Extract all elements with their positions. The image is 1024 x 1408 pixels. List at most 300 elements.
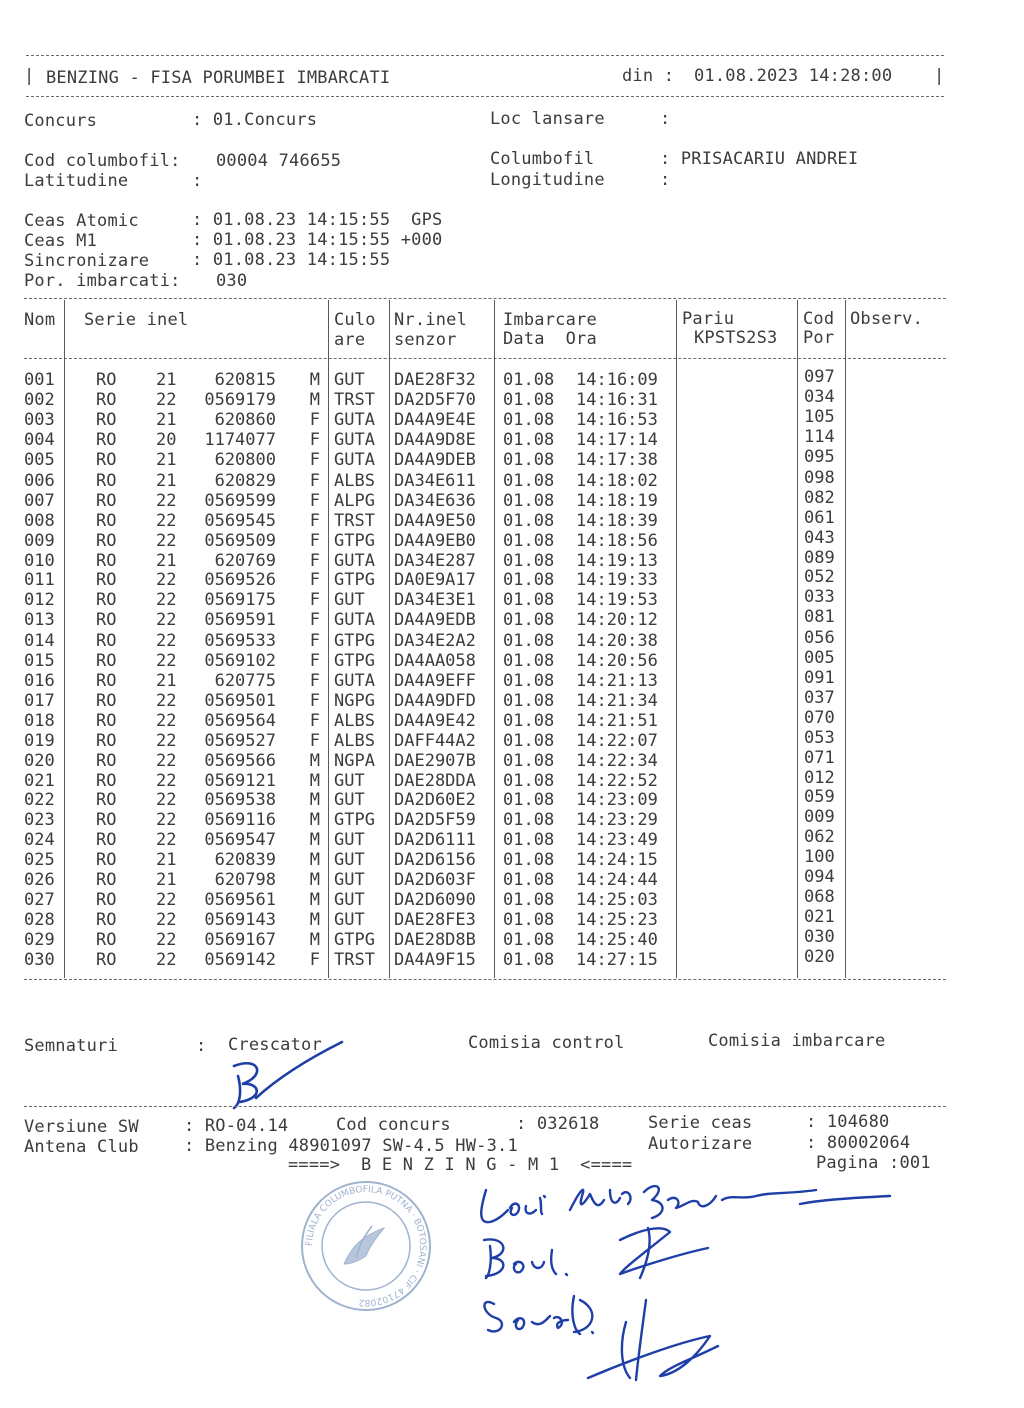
cell-cod: 012 bbox=[804, 768, 835, 789]
cell-ring: 0569527 bbox=[204, 731, 276, 752]
longitudine-value: : bbox=[660, 170, 671, 190]
cell-sex: F bbox=[309, 490, 320, 511]
table-row bbox=[24, 647, 854, 671]
cell-country: RO bbox=[96, 870, 117, 890]
cell-cod: 094 bbox=[804, 867, 835, 887]
cell-sex: F bbox=[309, 670, 320, 691]
cell-year: 22 bbox=[156, 570, 177, 591]
cell-sensor: DA34E2A2 bbox=[394, 630, 476, 651]
cell-time: 14:17:14 bbox=[576, 430, 658, 451]
table-row bbox=[24, 768, 854, 792]
sincronizare-label: Sincronizare bbox=[24, 251, 150, 271]
crescator-label: Crescator bbox=[228, 1035, 322, 1055]
cell-sensor: DA4A9EFF bbox=[394, 670, 476, 691]
cell-date: 01.08 bbox=[503, 771, 555, 792]
cell-sex: M bbox=[309, 771, 320, 792]
cell-date: 01.08 bbox=[503, 430, 555, 451]
cell-year: 22 bbox=[156, 809, 177, 830]
latitudine-value: : bbox=[192, 171, 203, 191]
cell-cod: 068 bbox=[804, 887, 835, 908]
doc-title: BENZING - FISA PORUMBEI IMBARCATI bbox=[46, 68, 391, 88]
cell-nom: 004 bbox=[24, 430, 55, 451]
cell-ring: 0569102 bbox=[204, 650, 276, 671]
cell-country: RO bbox=[96, 731, 117, 752]
cell-nom: 027 bbox=[24, 890, 55, 911]
cell-sex: F bbox=[309, 410, 320, 431]
cell-year: 22 bbox=[156, 390, 177, 411]
cell-nom: 012 bbox=[24, 590, 55, 611]
cell-time: 14:19:53 bbox=[576, 590, 658, 611]
cell-year: 22 bbox=[156, 731, 177, 752]
cell-country: RO bbox=[96, 551, 117, 572]
cell-year: 21 bbox=[156, 670, 177, 691]
cell-sex: M bbox=[309, 390, 320, 411]
cell-cod: 005 bbox=[804, 647, 835, 668]
cell-ring: 1174077 bbox=[204, 430, 276, 451]
header-date-label: din : bbox=[622, 66, 675, 86]
cell-year: 22 bbox=[156, 590, 177, 611]
table-row bbox=[24, 467, 854, 491]
table-row bbox=[24, 748, 854, 772]
cell-date: 01.08 bbox=[503, 731, 555, 752]
cell-nom: 008 bbox=[24, 510, 55, 531]
cell-date: 01.08 bbox=[503, 849, 555, 870]
cell-color: GUT bbox=[334, 789, 365, 810]
table-row bbox=[24, 387, 854, 411]
cell-date: 01.08 bbox=[503, 470, 555, 491]
semnaturi-colon: : bbox=[196, 1036, 207, 1056]
cod-columbofil-label: Cod columbofil: bbox=[24, 151, 181, 171]
cell-sensor: DA34E636 bbox=[394, 490, 476, 511]
cell-year: 22 bbox=[156, 510, 177, 531]
cell-nom: 022 bbox=[24, 789, 55, 810]
cod-concurs-value: : 032618 bbox=[516, 1114, 600, 1134]
cell-time: 14:16:09 bbox=[576, 370, 658, 390]
cell-year: 21 bbox=[156, 410, 177, 431]
cell-sensor: DA2D6090 bbox=[394, 890, 476, 911]
cell-ring: 620829 bbox=[214, 470, 276, 491]
th-imbarcare-1: Imbarcare bbox=[503, 310, 597, 330]
cell-color: ALBS bbox=[334, 731, 375, 752]
cell-country: RO bbox=[96, 930, 117, 951]
cell-country: RO bbox=[96, 890, 117, 911]
table-row bbox=[24, 846, 854, 870]
cell-country: RO bbox=[96, 390, 117, 411]
columbofil-label: Columbofil bbox=[490, 149, 595, 169]
cell-date: 01.08 bbox=[503, 670, 555, 691]
cell-nom: 026 bbox=[24, 870, 55, 890]
cell-year: 21 bbox=[156, 450, 177, 471]
th-serie-inel: Serie inel bbox=[84, 310, 189, 330]
cell-sex: F bbox=[309, 470, 320, 491]
cell-country: RO bbox=[96, 829, 117, 850]
cell-ring: 620800 bbox=[214, 450, 276, 471]
autorizare-value: : 80002064 bbox=[806, 1133, 911, 1153]
cell-cod: 056 bbox=[804, 627, 835, 648]
cell-sex: M bbox=[309, 870, 320, 890]
cell-sensor: DA4A9DFD bbox=[394, 690, 476, 711]
cell-sex: M bbox=[309, 849, 320, 870]
table-bottom-rule bbox=[24, 979, 946, 980]
cell-country: RO bbox=[96, 430, 117, 451]
cell-nom: 015 bbox=[24, 650, 55, 671]
cell-cod: 062 bbox=[804, 826, 835, 847]
cell-nom: 030 bbox=[24, 950, 55, 971]
comisia-imbarcare-label: Comisia imbarcare bbox=[708, 1031, 886, 1051]
cell-sensor: DA34E611 bbox=[394, 470, 476, 491]
cell-sensor: DA4A9EB0 bbox=[394, 530, 476, 551]
cell-color: GUTA bbox=[334, 551, 375, 572]
cell-date: 01.08 bbox=[503, 490, 555, 511]
cell-time: 14:18:39 bbox=[576, 510, 658, 531]
cell-color: GTPG bbox=[334, 630, 375, 651]
cell-nom: 028 bbox=[24, 910, 55, 931]
cell-country: RO bbox=[96, 470, 117, 491]
th-nrinel-1: Nr.inel bbox=[394, 310, 468, 330]
cell-color: GTPG bbox=[334, 570, 375, 591]
cell-color: GUT bbox=[334, 870, 365, 890]
cell-country: RO bbox=[96, 789, 117, 810]
cell-country: RO bbox=[96, 690, 117, 711]
cell-date: 01.08 bbox=[503, 650, 555, 671]
cell-color: TRST bbox=[334, 390, 375, 411]
cell-date: 01.08 bbox=[503, 690, 555, 711]
cell-sensor: DA4AA058 bbox=[394, 650, 476, 671]
cell-sensor: DA2D603F bbox=[394, 870, 476, 890]
table-row bbox=[24, 927, 854, 951]
cell-cod: 030 bbox=[804, 927, 835, 948]
cell-year: 22 bbox=[156, 930, 177, 951]
cell-cod: 059 bbox=[804, 786, 835, 807]
cell-date: 01.08 bbox=[503, 829, 555, 850]
cell-year: 22 bbox=[156, 630, 177, 651]
footer-rule bbox=[24, 1106, 946, 1107]
cell-color: ALBS bbox=[334, 711, 375, 732]
comisia-control-label: Comisia control bbox=[468, 1033, 625, 1053]
cell-year: 22 bbox=[156, 789, 177, 810]
cell-time: 14:25:23 bbox=[576, 910, 658, 931]
cell-sensor: DA4A9DEB bbox=[394, 450, 476, 471]
cell-country: RO bbox=[96, 370, 117, 390]
cell-color: GTPG bbox=[334, 650, 375, 671]
cell-sensor: DAE28DDA bbox=[394, 771, 476, 792]
cell-sex: F bbox=[309, 690, 320, 711]
cell-sex: F bbox=[309, 731, 320, 752]
cell-color: GUT bbox=[334, 590, 365, 611]
cell-color: GUT bbox=[334, 829, 365, 850]
cell-color: GUT bbox=[334, 910, 365, 931]
cell-nom: 009 bbox=[24, 530, 55, 551]
cell-ring: 620769 bbox=[214, 551, 276, 572]
cell-nom: 023 bbox=[24, 809, 55, 830]
cell-nom: 016 bbox=[24, 670, 55, 691]
cell-date: 01.08 bbox=[503, 751, 555, 772]
table-row bbox=[24, 507, 854, 531]
cell-sex: M bbox=[309, 890, 320, 911]
cell-year: 22 bbox=[156, 771, 177, 792]
cell-nom: 019 bbox=[24, 731, 55, 752]
serie-ceas-value: : 104680 bbox=[806, 1112, 890, 1132]
cell-sensor: DA4A9E4E bbox=[394, 410, 476, 431]
concurs-value: : 01.Concurs bbox=[192, 110, 318, 130]
cell-country: RO bbox=[96, 490, 117, 511]
cell-nom: 010 bbox=[24, 551, 55, 572]
cell-ring: 0569116 bbox=[204, 809, 276, 830]
th-observ: Observ. bbox=[850, 309, 924, 329]
cell-time: 14:25:03 bbox=[576, 890, 658, 911]
cell-year: 22 bbox=[156, 910, 177, 931]
cell-time: 14:16:53 bbox=[576, 410, 658, 431]
cell-year: 21 bbox=[156, 551, 177, 572]
cell-cod: 034 bbox=[804, 387, 835, 408]
benzing-banner: ====> B E N Z I N G - M 1 <==== bbox=[288, 1155, 633, 1175]
table-row bbox=[24, 548, 854, 572]
cell-year: 22 bbox=[156, 650, 177, 671]
cell-color: ALBS bbox=[334, 470, 375, 491]
table-row bbox=[24, 806, 854, 830]
cell-ring: 0569179 bbox=[204, 390, 276, 411]
cell-color: GUT bbox=[334, 771, 365, 792]
header-date-value: 01.08.2023 14:28:00 bbox=[694, 66, 893, 86]
cell-time: 14:18:19 bbox=[576, 490, 658, 511]
por-imbarcati-value: 030 bbox=[216, 271, 248, 291]
cell-ring: 0569599 bbox=[204, 490, 276, 511]
sincronizare-value: : 01.08.23 14:15:55 bbox=[192, 250, 391, 270]
cell-sensor: DAE2907B bbox=[394, 751, 476, 772]
cell-country: RO bbox=[96, 510, 117, 531]
cell-ring: 0569501 bbox=[204, 690, 276, 711]
cell-sex: F bbox=[309, 711, 320, 732]
cell-time: 14:25:40 bbox=[576, 930, 658, 951]
cell-cod: 052 bbox=[804, 567, 835, 588]
cell-country: RO bbox=[96, 610, 117, 631]
cell-cod: 071 bbox=[804, 748, 835, 769]
cell-sensor: DAE28F32 bbox=[394, 370, 476, 390]
th-cod-1: Cod bbox=[803, 309, 835, 329]
cell-time: 14:18:56 bbox=[576, 530, 658, 551]
table-row bbox=[24, 867, 854, 890]
table-row bbox=[24, 447, 854, 471]
cell-country: RO bbox=[96, 450, 117, 471]
cell-sex: F bbox=[309, 650, 320, 671]
cell-cod: 081 bbox=[804, 607, 835, 628]
cell-cod: 095 bbox=[804, 447, 835, 468]
antena-value: : Benzing 48901097 SW-4.5 HW-3.1 bbox=[184, 1136, 518, 1156]
cell-cod: 091 bbox=[804, 667, 835, 688]
cell-color: GTPG bbox=[334, 809, 375, 830]
loc-lansare-label: Loc lansare bbox=[490, 109, 605, 129]
cell-cod: 053 bbox=[804, 728, 835, 749]
versiune-value: : RO-04.14 bbox=[184, 1116, 289, 1136]
cell-sensor: DA4A9E50 bbox=[394, 510, 476, 531]
cell-nom: 001 bbox=[24, 370, 55, 390]
cell-date: 01.08 bbox=[503, 930, 555, 951]
cell-sex: F bbox=[309, 950, 320, 971]
cell-nom: 011 bbox=[24, 570, 55, 591]
cell-color: GUTA bbox=[334, 430, 375, 451]
cell-time: 14:23:09 bbox=[576, 789, 658, 810]
th-imbarcare-2: Data Ora bbox=[503, 329, 597, 349]
cell-ring: 0569143 bbox=[204, 910, 276, 931]
pagina-number: Pagina :001 bbox=[816, 1153, 931, 1173]
cell-sensor: DAE28FE3 bbox=[394, 910, 476, 931]
cell-cod: 105 bbox=[804, 407, 835, 428]
th-pariu-1: Pariu bbox=[682, 309, 735, 329]
cell-color: GUT bbox=[334, 370, 365, 390]
cell-cod: 114 bbox=[804, 427, 835, 448]
table-row bbox=[24, 587, 854, 611]
cell-time: 14:20:38 bbox=[576, 630, 658, 651]
cell-sex: F bbox=[309, 630, 320, 651]
cell-color: GUT bbox=[334, 849, 365, 870]
cell-year: 22 bbox=[156, 490, 177, 511]
cell-year: 21 bbox=[156, 470, 177, 491]
cell-time: 14:17:38 bbox=[576, 450, 658, 471]
cell-cod: 098 bbox=[804, 467, 835, 488]
cell-color: NGPA bbox=[334, 751, 375, 772]
cell-country: RO bbox=[96, 670, 117, 691]
cell-nom: 002 bbox=[24, 390, 55, 411]
cell-sensor: DA4A9D8E bbox=[394, 430, 476, 451]
cell-date: 01.08 bbox=[503, 950, 555, 971]
ceas-m1-value: : 01.08.23 14:15:55 +000 bbox=[192, 230, 443, 250]
cell-sex: M bbox=[309, 829, 320, 850]
cell-sensor: DA34E3E1 bbox=[394, 590, 476, 611]
cell-sex: F bbox=[309, 551, 320, 572]
table-row bbox=[24, 567, 854, 591]
cell-year: 22 bbox=[156, 690, 177, 711]
cell-date: 01.08 bbox=[503, 530, 555, 551]
cell-sensor: DAFF44A2 bbox=[394, 731, 476, 752]
cell-ring: 0569591 bbox=[204, 610, 276, 631]
table-row bbox=[24, 728, 854, 752]
cell-date: 01.08 bbox=[503, 630, 555, 651]
cell-sensor: DA4A9E42 bbox=[394, 711, 476, 732]
cell-date: 01.08 bbox=[503, 370, 555, 390]
cell-country: RO bbox=[96, 530, 117, 551]
cell-sex: M bbox=[309, 370, 320, 390]
cell-nom: 007 bbox=[24, 490, 55, 511]
cell-ring: 0569526 bbox=[204, 570, 276, 591]
cell-time: 14:22:07 bbox=[576, 731, 658, 752]
cell-sensor: DA2D5F70 bbox=[394, 390, 476, 411]
columbofil-value: : PRISACARIU ANDREI bbox=[660, 149, 859, 169]
cell-cod: 020 bbox=[804, 947, 835, 968]
cell-ring: 0569533 bbox=[204, 630, 276, 651]
cell-country: RO bbox=[96, 410, 117, 431]
table-row bbox=[24, 907, 854, 931]
cell-nom: 005 bbox=[24, 450, 55, 471]
cell-color: GTPG bbox=[334, 930, 375, 951]
commission-signatures bbox=[470, 1170, 910, 1400]
cell-ring: 0569547 bbox=[204, 829, 276, 850]
cell-time: 14:22:52 bbox=[576, 771, 658, 792]
cell-year: 21 bbox=[156, 370, 177, 390]
cell-sensor: DA0E9A17 bbox=[394, 570, 476, 591]
serie-ceas-label: Serie ceas bbox=[648, 1113, 753, 1133]
table-row bbox=[24, 826, 854, 850]
header-right-bar: | bbox=[934, 66, 945, 86]
th-nrinel-2: senzor bbox=[394, 330, 457, 350]
cell-cod: 097 bbox=[804, 367, 835, 387]
cell-sensor: DA4A9F15 bbox=[394, 950, 476, 971]
cell-sex: M bbox=[309, 789, 320, 810]
cell-country: RO bbox=[96, 650, 117, 671]
table-top-rule bbox=[24, 298, 946, 299]
cell-ring: 620815 bbox=[214, 370, 276, 390]
cell-date: 01.08 bbox=[503, 910, 555, 931]
table-header-rule bbox=[24, 358, 946, 359]
cell-date: 01.08 bbox=[503, 711, 555, 732]
cell-time: 14:18:02 bbox=[576, 470, 658, 491]
cell-color: ALPG bbox=[334, 490, 375, 511]
cell-color: NGPG bbox=[334, 690, 375, 711]
table-row bbox=[24, 407, 854, 431]
concurs-label: Concurs bbox=[24, 111, 98, 131]
cell-sensor: DAE28D8B bbox=[394, 930, 476, 951]
semnaturi-label: Semnaturi bbox=[24, 1036, 118, 1056]
table-row bbox=[24, 527, 854, 551]
cell-date: 01.08 bbox=[503, 390, 555, 411]
table-row bbox=[24, 607, 854, 631]
cell-color: TRST bbox=[334, 510, 375, 531]
cell-color: TRST bbox=[334, 950, 375, 971]
cell-ring: 0569509 bbox=[204, 530, 276, 551]
cell-nom: 014 bbox=[24, 630, 55, 651]
cod-concurs-label: Cod concurs bbox=[336, 1115, 451, 1135]
cell-country: RO bbox=[96, 570, 117, 591]
cell-country: RO bbox=[96, 809, 117, 830]
cell-country: RO bbox=[96, 751, 117, 772]
cell-ring: 0569545 bbox=[204, 510, 276, 531]
cell-ring: 0569142 bbox=[204, 950, 276, 971]
table-row bbox=[24, 667, 854, 691]
cell-color: GUTA bbox=[334, 450, 375, 471]
cell-sex: M bbox=[309, 930, 320, 951]
cell-time: 14:19:33 bbox=[576, 570, 658, 591]
cell-time: 14:24:15 bbox=[576, 849, 658, 870]
cell-time: 14:19:13 bbox=[576, 551, 658, 572]
cell-year: 22 bbox=[156, 950, 177, 971]
cell-nom: 029 bbox=[24, 930, 55, 951]
cell-cod: 021 bbox=[804, 907, 835, 928]
cell-time: 14:24:44 bbox=[576, 870, 658, 890]
club-stamp bbox=[296, 1176, 436, 1316]
cell-sensor: DA4A9EDB bbox=[394, 610, 476, 631]
table-row bbox=[24, 627, 854, 651]
cell-time: 14:16:31 bbox=[576, 390, 658, 411]
cell-nom: 021 bbox=[24, 771, 55, 792]
cell-sex: F bbox=[309, 610, 320, 631]
cell-color: GUTA bbox=[334, 610, 375, 631]
cell-date: 01.08 bbox=[503, 570, 555, 591]
cell-cod: 070 bbox=[804, 708, 835, 729]
th-culoare-2: are bbox=[334, 330, 366, 350]
cell-ring: 0569167 bbox=[204, 930, 276, 951]
ceas-atomic-label: Ceas Atomic bbox=[24, 211, 139, 231]
cell-sex: F bbox=[309, 450, 320, 471]
cell-sensor: DA34E287 bbox=[394, 551, 476, 572]
cell-ring: 0569175 bbox=[204, 590, 276, 611]
cell-ring: 620775 bbox=[214, 670, 276, 691]
cell-sex: F bbox=[309, 590, 320, 611]
crescator-signature bbox=[220, 1036, 350, 1116]
cell-sensor: DA2D6111 bbox=[394, 829, 476, 850]
ceas-atomic-value: : 01.08.23 14:15:55 GPS bbox=[192, 210, 443, 230]
cell-year: 22 bbox=[156, 610, 177, 631]
cell-cod: 089 bbox=[804, 548, 835, 569]
cell-cod: 043 bbox=[804, 527, 835, 548]
